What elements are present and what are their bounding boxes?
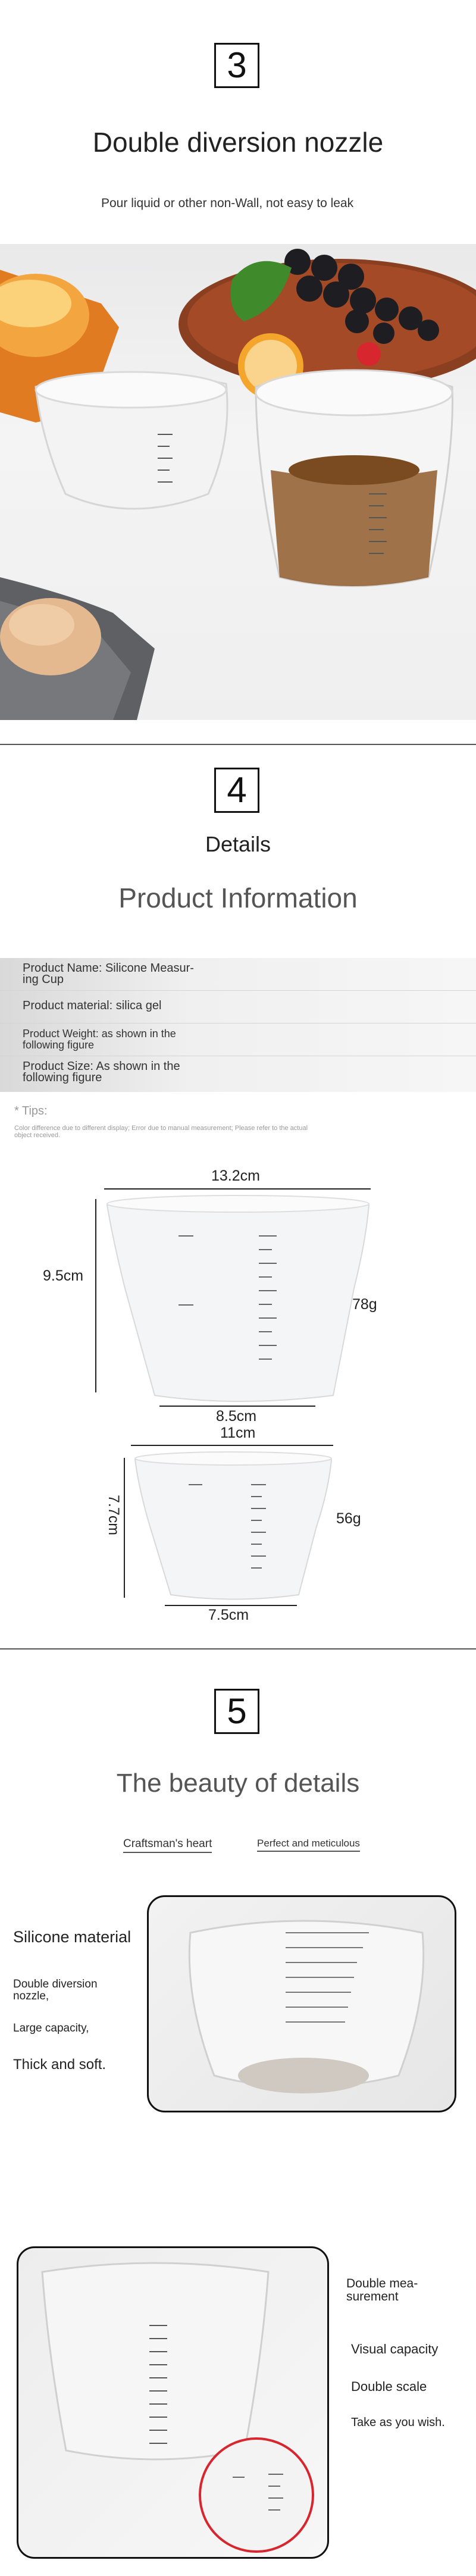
tips-label: * Tips:	[14, 1104, 48, 1118]
spec-row	[0, 958, 476, 991]
detail-photo-nozzle	[147, 1895, 456, 2112]
spec-table	[0, 958, 476, 1092]
spec-product-name: Product Name: Silicone Measur- ing Cup	[23, 962, 194, 986]
spec-product-size: Product Size: As shown in the following figure	[23, 1060, 180, 1084]
spec-product-weight: Product Weight: as shown in the following figure	[23, 1028, 176, 1051]
large-cup-height-line	[95, 1199, 96, 1392]
block1-line3: Thick and soft.	[13, 2057, 107, 2073]
detail-cup-scale-view	[18, 2248, 327, 2557]
block2-line2: Double scale	[351, 2379, 427, 2394]
small-cup-height: 7.7cm	[105, 1495, 122, 1536]
details-heading: Details	[205, 832, 271, 856]
nozzle-product-photo	[0, 244, 476, 720]
detail-photo-scale	[17, 2246, 329, 2559]
large-cup-top-width: 13.2cm	[211, 1168, 260, 1184]
large-cup-weight: 78g	[352, 1296, 377, 1313]
detail-cup-top-view	[149, 1897, 455, 2111]
spec-row	[0, 1056, 476, 1089]
section-divider	[0, 1648, 476, 1649]
small-cup-weight: 56g	[336, 1510, 361, 1527]
block1-line1: Double diversion nozzle,	[13, 1978, 98, 2002]
spec-row	[0, 991, 476, 1023]
small-cup-top-width-line	[131, 1445, 333, 1446]
small-cup-height-line	[124, 1458, 125, 1598]
large-cup-bottom-width: 8.5cm	[216, 1408, 257, 1425]
large-cup-height: 9.5cm	[43, 1267, 84, 1284]
section-number-5: 5	[214, 1689, 259, 1734]
section-divider	[0, 744, 476, 745]
section5-title: The beauty of details	[116, 1769, 360, 1798]
small-cup-top-width: 11cm	[220, 1425, 256, 1441]
small-cup-bottom-width: 7.5cm	[208, 1607, 249, 1623]
block1-title: Silicone material	[13, 1928, 131, 1946]
section-number-4: 4	[214, 768, 259, 813]
spec-product-material: Product material: silica gel	[23, 999, 162, 1012]
large-cup-illustration	[104, 1193, 372, 1404]
small-cup-illustration	[132, 1449, 334, 1601]
tag-perfect-meticulous: Perfect and meticulous	[257, 1838, 360, 1852]
small-cup-bottom-width-line	[165, 1605, 297, 1606]
tag-craftsmans-heart: Craftsman's heart	[123, 1838, 212, 1853]
block2-line3: Take as you wish.	[351, 2416, 445, 2429]
large-cup-top-width-line	[104, 1188, 371, 1190]
section-number-3: 3	[214, 43, 259, 88]
tips-text: Color difference due to different display; Error due to manual measurement; Please refer to the actual object received.	[14, 1125, 308, 1139]
section3-subtitle: Pour liquid or other non-Wall, not easy to leak	[101, 196, 354, 210]
spec-row	[0, 1023, 476, 1056]
block1-line2: Large capacity,	[13, 2022, 89, 2034]
nozzle-scene-illustration	[0, 244, 476, 720]
block2-title: Double mea- surement	[346, 2277, 418, 2303]
block2-line1: Visual capacity	[351, 2342, 439, 2356]
section3-title: Double diversion nozzle	[92, 127, 384, 158]
product-information-heading: Product Information	[118, 882, 358, 913]
large-cup-bottom-width-line	[159, 1406, 315, 1407]
